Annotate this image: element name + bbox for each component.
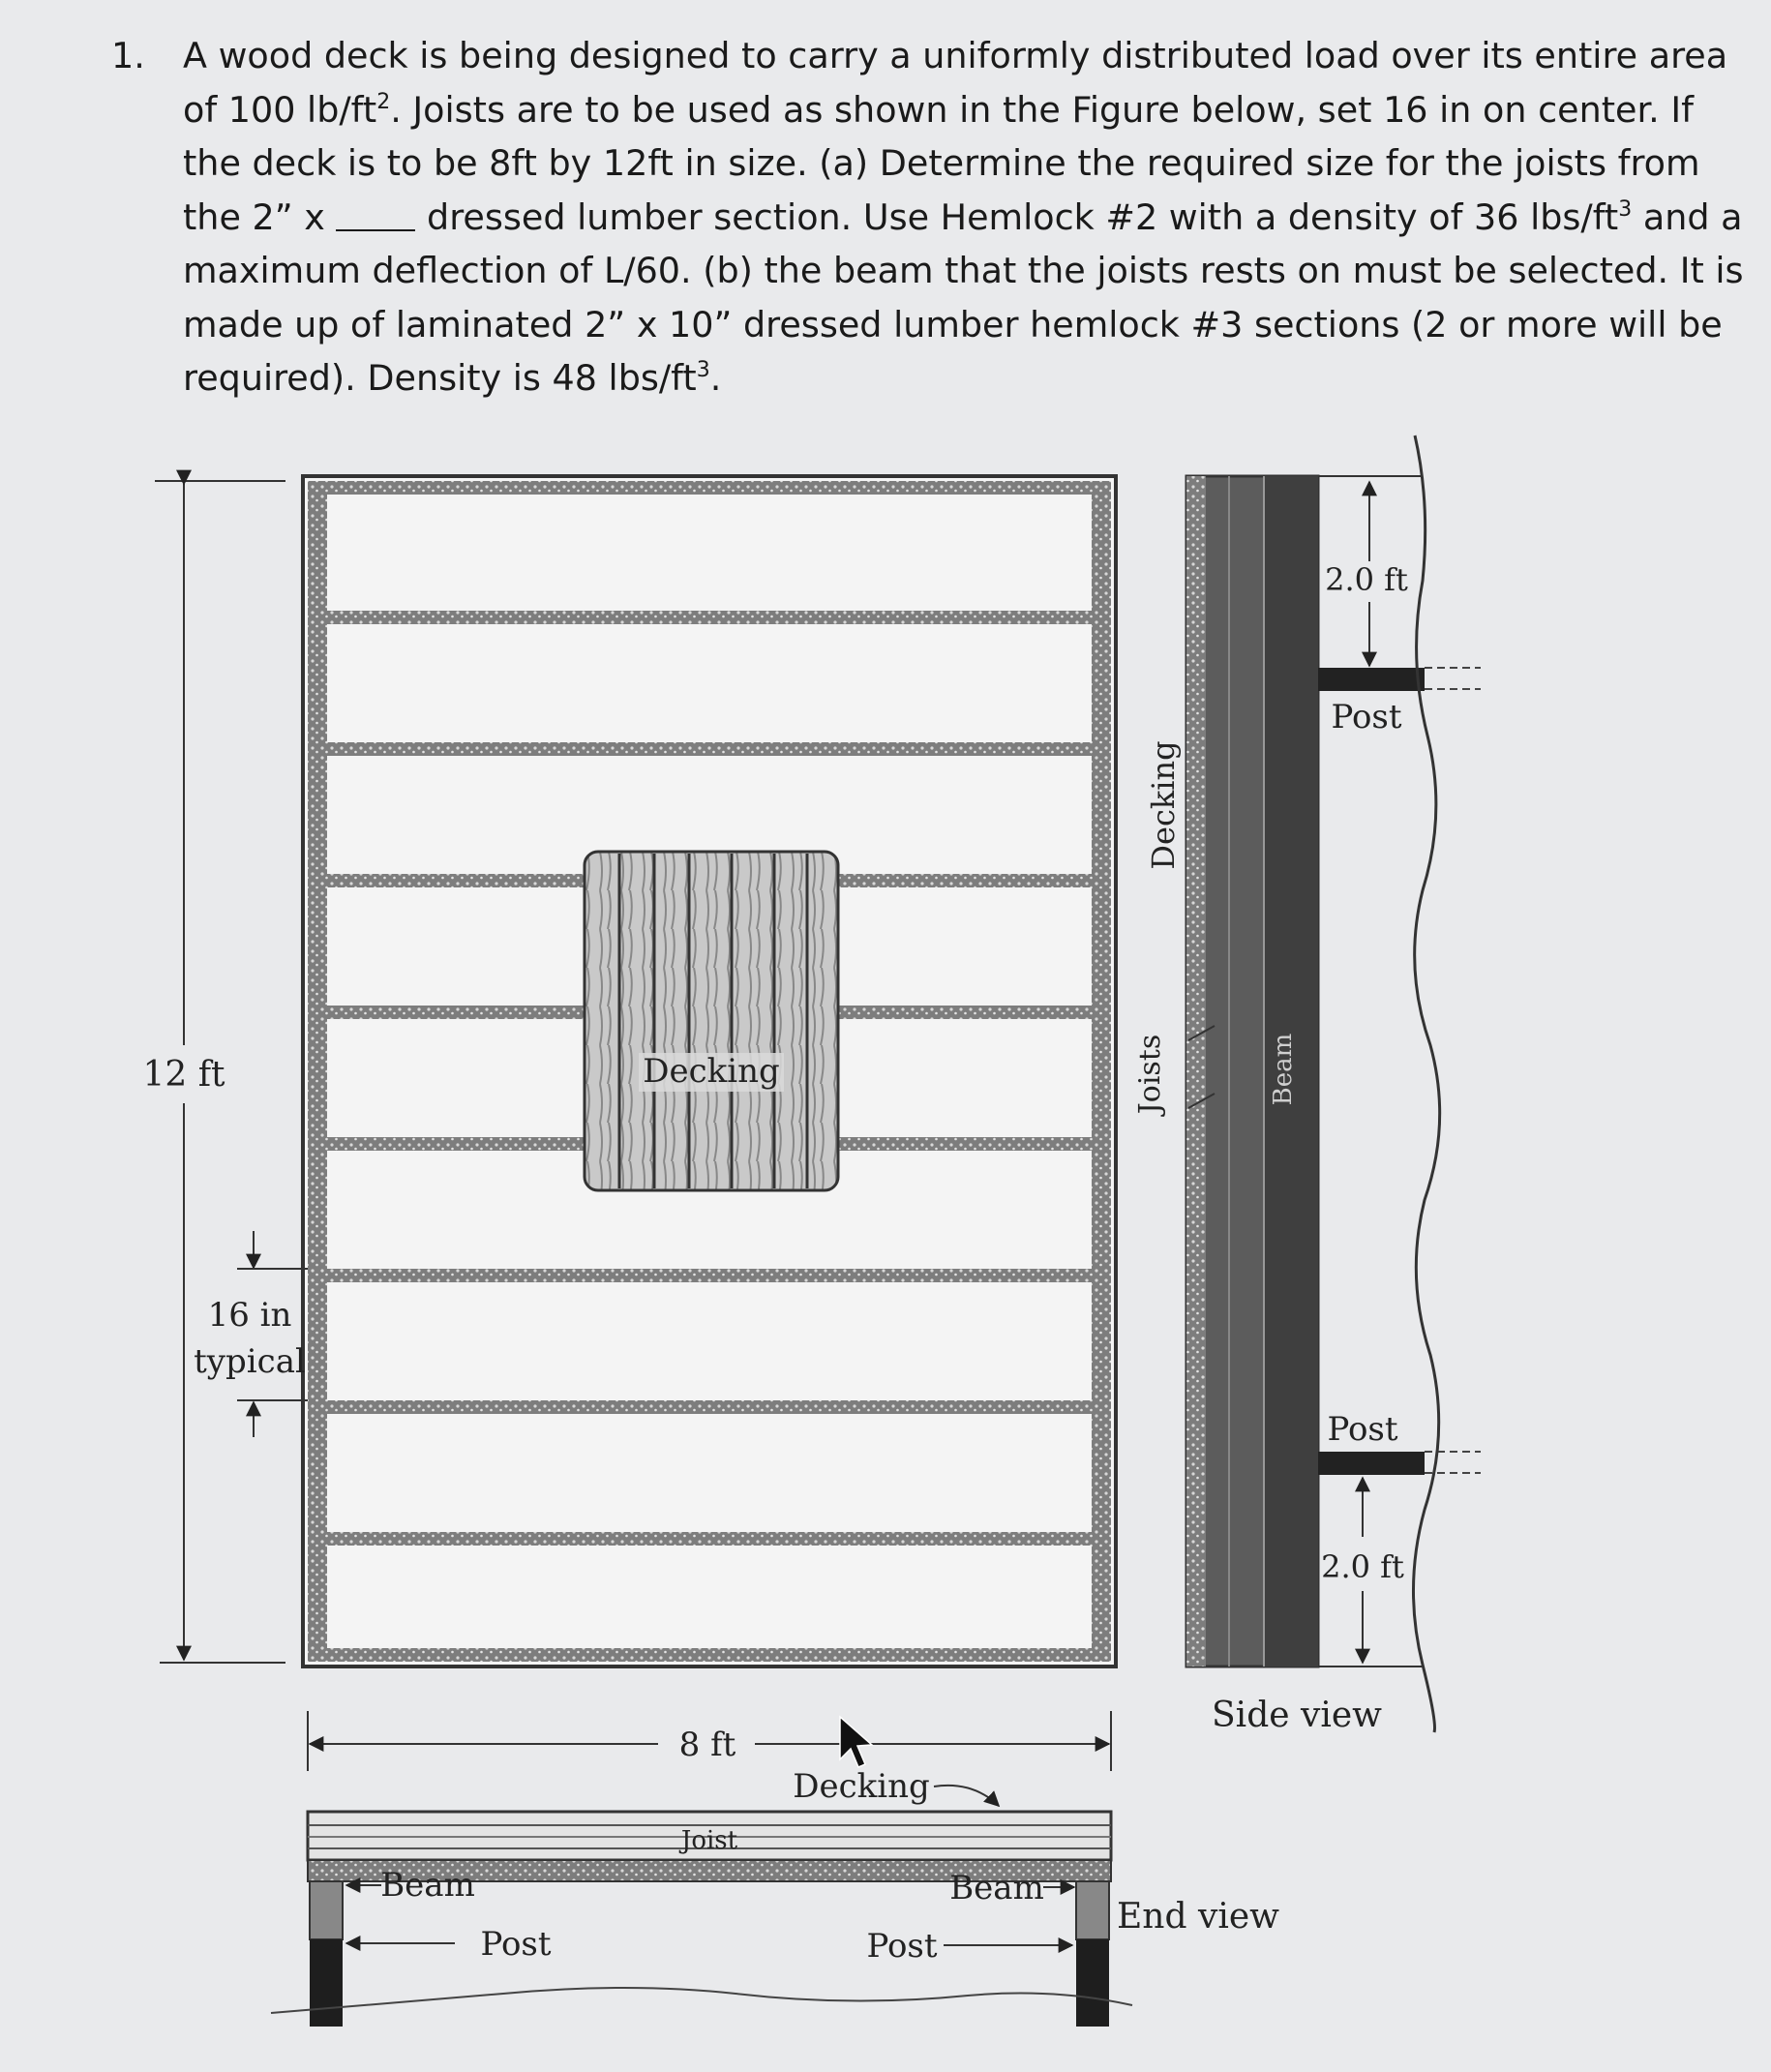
end-left-beam [310, 1881, 343, 1939]
problem-text-seg1: A wood deck is being designed to carry a uniformly distributed load over its entire area of 100 lb/ft [183, 35, 1728, 131]
end-ground-line [271, 1988, 1132, 2013]
end-view [271, 1767, 1279, 2027]
side-beam-label: Beam [1269, 1033, 1298, 1106]
decking-patch [585, 852, 838, 1190]
spacing-label-line1: 16 in [207, 1296, 292, 1335]
side-view [1133, 435, 1481, 1735]
end-left-beam-label: Beam [380, 1866, 475, 1905]
end-view-caption: End view [1117, 1897, 1279, 1937]
problem-text-seg5: . [709, 357, 722, 399]
side-ground-break-line [1413, 435, 1439, 1732]
exponent-3a: 3 [1618, 196, 1633, 222]
end-right-beam [1076, 1881, 1109, 1939]
side-top-post-label: Post [1331, 698, 1402, 736]
joist [327, 1532, 1092, 1546]
end-right-post [1076, 1939, 1109, 2027]
left-rim-joist [308, 481, 327, 1662]
side-joists-label: Joists [1133, 1034, 1167, 1115]
problem-text-seg3: dressed lumber section. Use Hemlock #2 with a density of 36 lbs/ft [415, 195, 1619, 238]
plan-decking-label: Decking [643, 1052, 780, 1091]
plan-height-label: 12 ft [142, 1055, 225, 1095]
joist [308, 1648, 1111, 1662]
end-right-beam-label: Beam [949, 1869, 1044, 1907]
problem-text-seg2: . Joists are to be used as shown in the Figure below, set 16 in on center. If the deck is to be 8ft by 12ft in size. (a) Determine the required size for the joists from the 2” x [183, 88, 1700, 238]
exponent-2: 2 [376, 89, 391, 114]
end-left-post-label: Post [480, 1925, 552, 1964]
joist [327, 611, 1092, 624]
right-rim-joist [1092, 481, 1111, 1662]
side-decking [1186, 476, 1206, 1667]
plan-view [142, 476, 1116, 1771]
side-top-offset-label: 2.0 ft [1325, 561, 1408, 598]
problem-number: 1. [111, 35, 145, 76]
spacing-dimension [194, 1231, 308, 1437]
side-decking-label: Decking [1145, 740, 1182, 870]
end-right-post-label: Post [866, 1927, 938, 1966]
mouse-cursor-icon [840, 1717, 872, 1767]
joist [327, 742, 1092, 756]
problem-text-seg4: and a maximum deflection of L/60. (b) the beam that the joists rests on must be selected. It is made up of laminated 2” x 10” dressed lumber hemlock #3 sections (2 or more will be required). Density is 48 lbs/ft [183, 195, 1744, 399]
side-bottom-offset-label: 2.0 ft [1321, 1548, 1404, 1585]
joist [327, 1269, 1092, 1282]
side-bottom-post-label: Post [1327, 1410, 1398, 1449]
joist [327, 1400, 1092, 1414]
plan-width-label: 8 ft [678, 1726, 736, 1764]
end-joist-label: Joist [680, 1826, 738, 1855]
exponent-3b: 3 [696, 358, 710, 382]
end-left-post [310, 1939, 343, 2027]
side-view-caption: Side view [1212, 1696, 1382, 1735]
end-decking-label: Decking [793, 1767, 930, 1806]
height-dimension [142, 481, 285, 1663]
decking-boards [585, 852, 838, 1190]
spacing-label-line2: typical [194, 1342, 306, 1381]
width-dimension [308, 1711, 1111, 1771]
side-bottom-post [1318, 1452, 1425, 1475]
side-top-post [1318, 668, 1425, 691]
joist [308, 481, 1111, 495]
